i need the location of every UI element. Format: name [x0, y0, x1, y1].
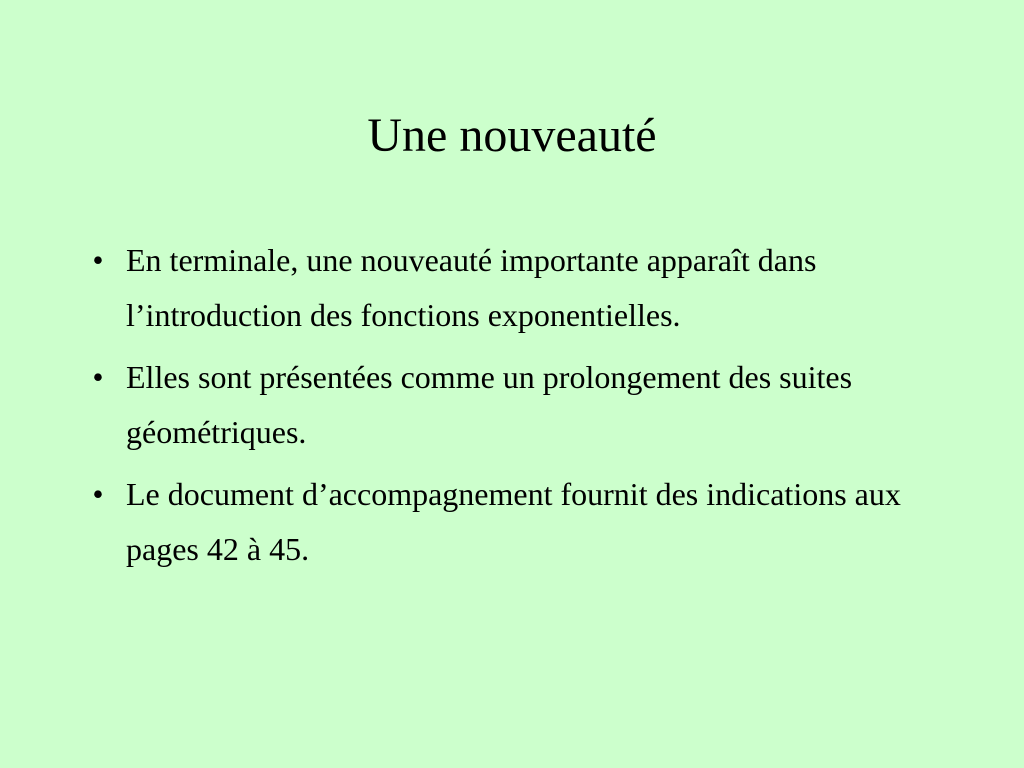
- bullet-marker: •: [92, 242, 104, 278]
- bullet-item-1: [86, 233, 946, 343]
- bullet-marker: •: [92, 359, 104, 395]
- bullet-text: Elles sont présentées comme un prolongement des suites géométriques.: [126, 359, 853, 450]
- bullet-text: En terminale, une nouveauté importante apparaît dans l’introduction des fonctions exponentielles.: [126, 242, 817, 333]
- bullet-item-3: [86, 467, 946, 577]
- slide-title: Une nouveauté: [367, 109, 657, 162]
- bullet-text: Le document d’accompagnement fournit des indications aux pages 42 à 45.: [126, 476, 901, 567]
- bullet-marker: •: [92, 476, 104, 512]
- bullet-item-2: [86, 350, 946, 460]
- bullet-list: [86, 233, 946, 584]
